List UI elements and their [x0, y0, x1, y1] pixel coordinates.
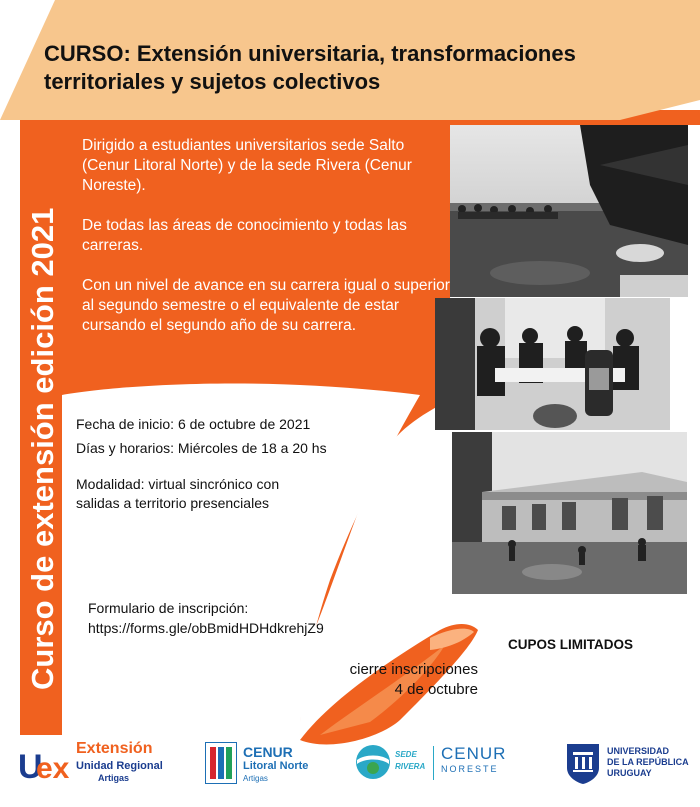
- extension-sub2: Artigas: [98, 773, 130, 783]
- logo-divider: [433, 746, 434, 780]
- udelar-line1: UNIVERSIDAD: [607, 746, 670, 756]
- intro-paragraph-3: Con un nivel de avance en su carrera igual o superior al segundo semestre o el equivalente de estar cursando el segundo año de su carrera.: [82, 277, 450, 334]
- noreste-name2: NORESTE: [441, 764, 499, 774]
- registration-deadline: [300, 660, 478, 700]
- intro-paragraph-2: De todas las áreas de conocimiento y todas las carreras.: [82, 217, 407, 254]
- schedule: Días y horarios: Miércoles de 18 a 20 hs: [76, 440, 327, 456]
- form-link[interactable]: https://forms.gle/obBmidHDHdkrehjZ9: [88, 620, 324, 636]
- extension-mark-icon: [18, 740, 78, 786]
- svg-text:U: U: [18, 748, 43, 786]
- udelar-shield-icon: [565, 742, 601, 784]
- sede-line2: RIVERA: [395, 762, 426, 771]
- logo-cenur-litoral: [205, 742, 325, 788]
- extension-name: Extensión: [76, 740, 153, 757]
- logo-extension: [18, 740, 168, 790]
- registration-form: [88, 598, 324, 638]
- svg-text:ex: ex: [36, 752, 70, 785]
- modality-line2: salidas a territorio presenciales: [76, 495, 269, 511]
- intro-paragraph-1: Dirigido a estudiantes universitarios sede Salto (Cenur Litoral Norte) y de la sede Rivera (Cenur Noreste).: [82, 137, 412, 194]
- intro-text: [82, 136, 452, 356]
- logo-udelar: [565, 742, 695, 788]
- litoral-name1: CENUR: [243, 744, 293, 760]
- udelar-line2: DE LA REPÚBLICA: [607, 757, 689, 767]
- logo-cenur-noreste: [355, 742, 515, 788]
- sede-line1: SEDE: [395, 750, 417, 759]
- photo-indoor-meeting: [435, 298, 670, 430]
- vertical-edition-title: Curso de extensión edición 2021: [25, 207, 60, 690]
- course-title-line1: CURSO: Extensión universitaria, transformaciones: [44, 41, 576, 66]
- limited-spots: CUPOS LIMITADOS: [508, 637, 634, 652]
- udelar-line3: URUGUAY: [607, 768, 652, 778]
- cenur-litoral-icon: [205, 742, 237, 784]
- sede-rivera-icon: [355, 744, 391, 780]
- deadline-line2: 4 de octubre: [394, 681, 478, 698]
- noreste-name1: CENUR: [441, 744, 507, 763]
- litoral-sub: Artigas: [243, 774, 268, 783]
- course-title: [44, 40, 664, 96]
- litoral-name2: Litoral Norte: [243, 760, 309, 772]
- photo-building-courtyard: [452, 432, 687, 594]
- photo-outdoor-gathering: [450, 125, 688, 297]
- modality-line1: Modalidad: virtual sincrónico con: [76, 476, 280, 492]
- deadline-line1: cierre inscripciones: [349, 661, 478, 678]
- extension-sub1: Unidad Regional: [76, 760, 163, 772]
- course-title-line2: territoriales y sujetos colectivos: [44, 69, 381, 94]
- start-date: Fecha de inicio: 6 de octubre de 2021: [76, 416, 311, 432]
- form-label: Formulario de inscripción:: [88, 600, 249, 616]
